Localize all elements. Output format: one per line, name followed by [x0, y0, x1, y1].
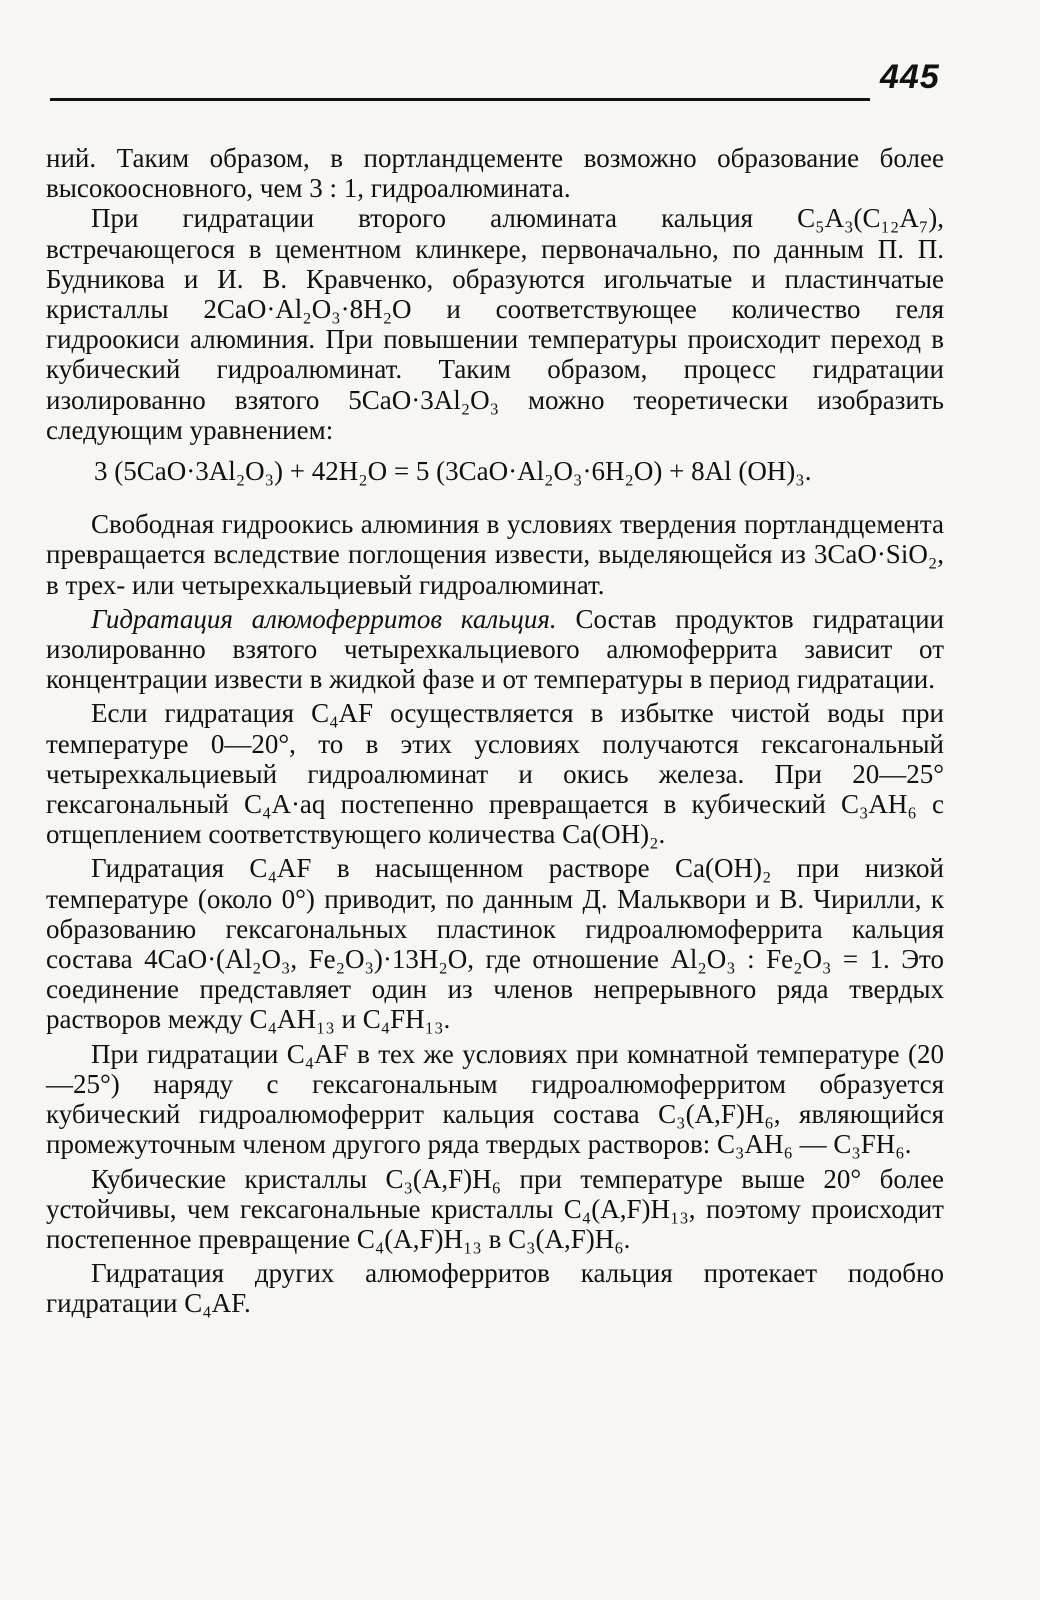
paragraph-8: Кубические кристаллы C₃(A,F)H₆ при температуре выше 20° более устойчивы, чем гексагональные кристаллы C₄(A,F)H₁₃, поэтому происходит постепенное превращение C₄(A,F)H₁₃ в C₃(A,F)H₆. [46, 1163, 944, 1254]
paragraph-4 [46, 604, 944, 695]
page-number: 445 [880, 58, 940, 96]
paragraph-7: При гидратации C₄AF в тех же условиях при комнатной температуре (20—25°) наряду с гексагональным гидроалюмоферритом образуется кубический гидроалюмоферрит кальция состава C₃(A,F)H₆, являющийся промежуточным членом другого ряда твердых растворов: C₃AH₆ — C₃FH₆. [46, 1038, 944, 1160]
paragraph-3: Свободная гидроокись алюминия в условиях твердения портландцемента превращается вследствие поглощения извести, выделяющейся из 3CaO·SiO₂, в трех- или четырехкальциевый гидроалюминат. [46, 509, 944, 600]
paragraph-2: При гидратации второго алюмината кальция C₅A₃(C₁₂A₇), встречающегося в цементном клинкере, первоначально, по данным П. П. Будникова и И. В. Кравченко, образуются игольчатые и пластинчатые кристаллы 2CaO·Al₂O₃·8H₂O и соответствующее количество геля гидроокиси алюминия. При повышении температуры происходит переход в кубический гидроалюминат. Таким образом, процесс гидратации изолированно взятого 5CaO·3Al₂O₃ можно теоретически изобразить следующим уравнением: [46, 203, 944, 445]
paragraph-6: Гидратация C₄AF в насыщенном растворе Ca(OH)₂ при низкой температуре (около 0°) приводит, по данным Д. Мальквори и В. Чирилли, к образованию гексагональных пластинок гидроалюмоферрита кальция состава 4CaO·(Al₂O₃, Fe₂O₃)·13H₂O, где отношение Al₂O₃ : Fe₂O₃ = 1. Это соединение представляет один из членов непрерывного ряда твердых растворов между C₄AH₁₃ и C₄FH₁₃. [46, 853, 944, 1035]
equation: 3 (5CaO·3Al₂O₃) + 42H₂O = 5 (3CaO·Al₂O₃·6H₂O) + 8Al (OH)₃. [94, 456, 812, 487]
paragraph-1: ний. Таким образом, в портландцементе возможно образование более высокоосновного, чем 3 : 1, гидроалюмината. [46, 143, 944, 204]
paragraph-4-text: Состав продуктов гидратации изолированно взятого четырехкальциевого алюмоферрита зависит от концентрации извести в жидкой фазе и от температуры в период гидратации. [46, 603, 944, 695]
section-lead: Гидратация алюмоферритов кальция. [91, 603, 557, 634]
header-rule [50, 98, 870, 101]
paragraph-9: Гидратация других алюмоферритов кальция протекает подобно гидратации C₄AF. [46, 1258, 944, 1319]
page-body [46, 143, 944, 1319]
paragraph-5: Если гидратация C₄AF осуществляется в избытке чистой воды при температуре 0—20°, то в этих условиях получаются гексагональный четырехкальциевый гидроалюминат и окись железа. При 20—25° гексагональный C₄A·aq постепенно превращается в кубический C₃AH₆ с отщеплением соответствующего количества Ca(OH)₂. [46, 698, 944, 850]
